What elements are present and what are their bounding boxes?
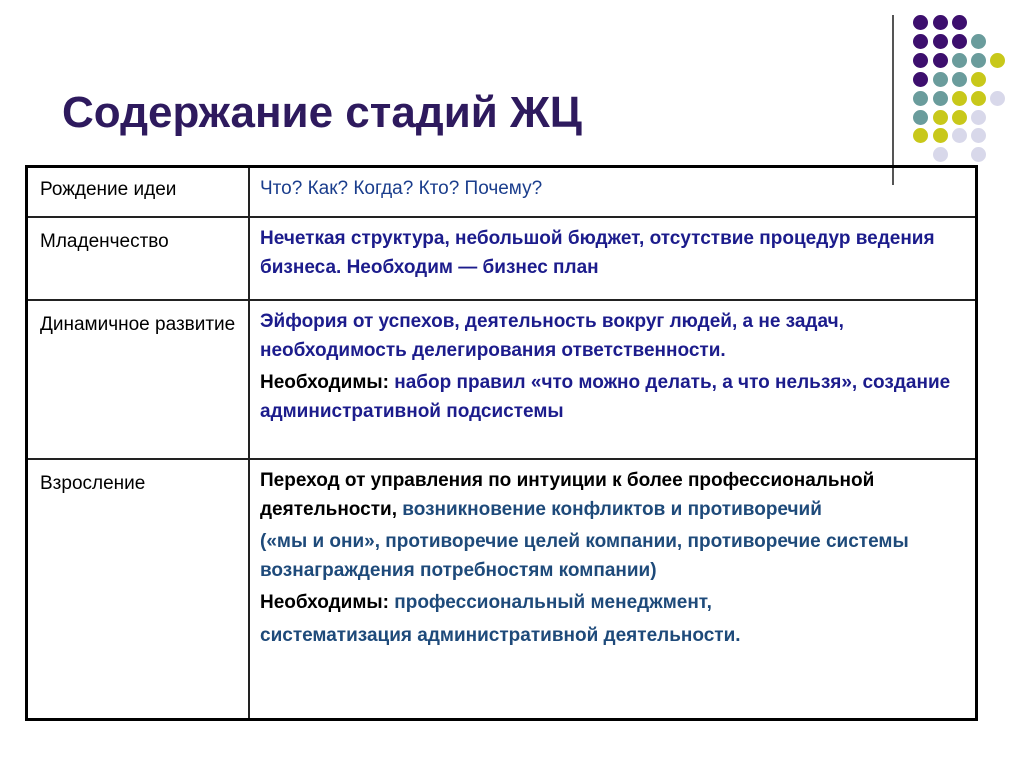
needs-label: Необходимы: (260, 592, 389, 613)
decorative-dot (933, 72, 948, 87)
description-text: профессиональный менеджмент, (388, 592, 712, 613)
decorative-dot (952, 34, 967, 49)
description-text: возникновение конфликтов и противоречий (397, 498, 822, 520)
description-text: Нечеткая структура, небольшой бюджет, отсутствие процедур ведения бизнеса. Необходим — бизнес план (260, 228, 935, 278)
decorative-dot (933, 34, 948, 49)
description-text: набор правил «что можно делать, а что нельзя», создание административной подсистемы (260, 372, 951, 422)
stage-description (248, 301, 975, 458)
table-row (28, 301, 975, 460)
decorative-dot (933, 147, 948, 162)
stage-description (248, 460, 975, 718)
decorative-dot (971, 91, 986, 106)
stage-label: Взросление (40, 473, 146, 494)
decorative-dot (952, 110, 967, 125)
decorative-dot (990, 91, 1005, 106)
decorative-dot (971, 147, 986, 162)
decorative-dot (933, 110, 948, 125)
decorative-dot (952, 91, 967, 106)
stage-label: Рождение идеи (40, 179, 177, 200)
decorative-dot (933, 53, 948, 68)
description-text: систематизация административной деятельности. (260, 624, 741, 646)
decorative-dot (971, 110, 986, 125)
decorative-dot (952, 72, 967, 87)
decorative-dot (913, 53, 928, 68)
description-text: Что? Как? Когда? Кто? Почему? (260, 178, 543, 199)
decorative-divider (892, 15, 894, 185)
decorative-dot (990, 53, 1005, 68)
description-text: («мы и они», противоречие целей компании, противоречие системы вознаграждения потребностям компании) (260, 531, 909, 581)
needs-label: Необходимы: (260, 372, 389, 393)
decorative-dot (971, 128, 986, 143)
decorative-dot (913, 15, 928, 30)
decorative-dot (913, 110, 928, 125)
stage-label: Младенчество (40, 231, 169, 252)
decorative-dot (913, 91, 928, 106)
decorative-dot (933, 128, 948, 143)
decorative-dot (913, 128, 928, 143)
slide-title: Содержание стадий ЖЦ (62, 88, 582, 137)
decorative-dot (971, 53, 986, 68)
table-row (28, 460, 975, 718)
decorative-dot (913, 72, 928, 87)
decorative-dot (971, 72, 986, 87)
description-text: Переход от управления по интуиции к более профессиональной деятельности, (260, 470, 875, 520)
decorative-dot (952, 15, 967, 30)
decorative-dot (933, 15, 948, 30)
decorative-dot (971, 34, 986, 49)
description-text: Эйфория от успехов, деятельность вокруг людей, а не задач, необходимость делегирования ответственности. (260, 311, 844, 361)
stage-label: Динамичное развитие (40, 314, 236, 335)
table-row (28, 218, 975, 301)
decorative-dot (952, 53, 967, 68)
decorative-dot (952, 128, 967, 143)
decorative-dot (913, 34, 928, 49)
stage-description (248, 218, 975, 299)
stage-description (248, 168, 975, 216)
table-row (28, 168, 975, 218)
stages-table (25, 165, 978, 721)
decorative-dot (933, 91, 948, 106)
